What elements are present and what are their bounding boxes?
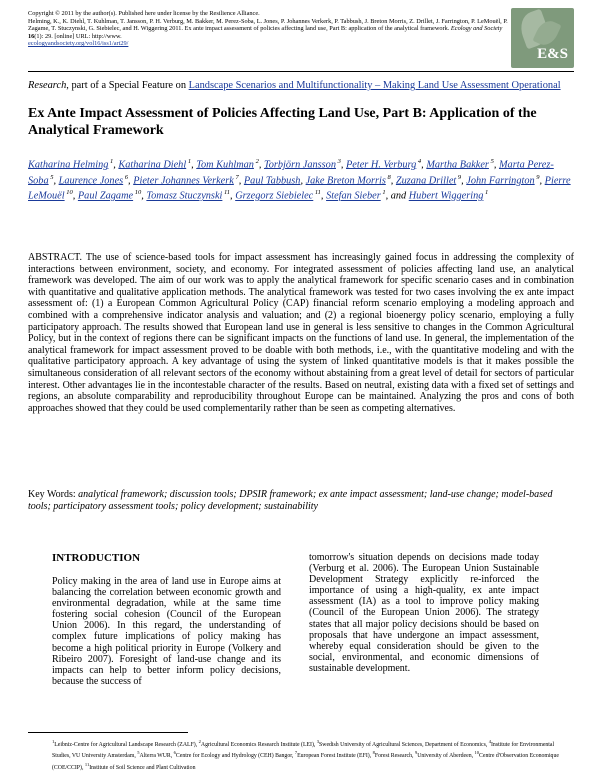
footnote-text: Leibniz-Centre for Agricultural Landscape Research (ZALF), bbox=[54, 741, 199, 748]
author-affiliation-number: 9 bbox=[456, 173, 462, 181]
keywords bbox=[28, 489, 574, 512]
author-name[interactable]: Stefan Sieber bbox=[326, 190, 381, 202]
author-name[interactable]: Pieter Johannes Verkerk bbox=[133, 175, 234, 187]
author-separator: , bbox=[141, 190, 147, 202]
article-title: Ex Ante Impact Assessment of Policies Affecting Land Use, Part B: Application of the Analytical Framework bbox=[28, 106, 537, 138]
author-separator: , bbox=[191, 159, 197, 171]
keywords-label: Key Words: bbox=[28, 489, 79, 500]
author-separator: , bbox=[128, 175, 134, 187]
citation-text: Helming, K., K. Diehl, T. Kuhlman, T. Jansson, P. H. Verburg, M. Bakker, M. Perez-Soba, L. Jones, P. Johannes Verkerk, P. Tabbush, J. Breton Morris, Z. Drillet, J. Farrington, P. LeMouël, P. Zagame, T. Stuczynski, G. Siebielec, and H. Wiggering 2011. Ex ante impact assessment of policies affecting land use, Part B: application of the analytical framework. bbox=[28, 17, 508, 33]
special-feature-line bbox=[28, 80, 574, 92]
author-separator: , bbox=[320, 190, 327, 202]
author-affiliation-number: 11 bbox=[222, 189, 231, 197]
article-type: Research bbox=[28, 80, 67, 91]
footnote-number: 4 bbox=[488, 739, 491, 744]
footnote-number: 6 bbox=[173, 750, 176, 756]
footnote-number: 10 bbox=[474, 750, 479, 756]
author-affiliation-number: 10 bbox=[133, 189, 142, 197]
footnote-divider bbox=[28, 732, 188, 733]
author-affiliation-number: 9 bbox=[534, 173, 540, 181]
author-name[interactable]: Grzegorz Siebielec bbox=[235, 190, 314, 202]
author-affiliation-number: 2 bbox=[253, 158, 259, 165]
author-affiliation-number: 5 bbox=[488, 158, 494, 165]
author-separator: , and bbox=[385, 190, 409, 202]
footnote-number: 2 bbox=[198, 739, 201, 744]
author-name[interactable]: Laurence Jones bbox=[58, 175, 124, 187]
author-name[interactable]: Tom Kuhlman bbox=[196, 159, 254, 171]
author-name[interactable]: Torbjörn Jansson bbox=[263, 159, 336, 171]
author-affiliation-number: 7 bbox=[233, 173, 239, 181]
author-affiliation-number: 5 bbox=[48, 173, 54, 181]
journal-volume: 16 bbox=[28, 32, 35, 40]
author-name[interactable]: Hubert Wiggering bbox=[408, 190, 484, 202]
author-separator: , bbox=[53, 175, 59, 187]
footnote-text: Alterra WUR, bbox=[139, 753, 174, 760]
author-affiliation-number: 1 bbox=[380, 189, 386, 197]
special-feature-link[interactable]: Landscape Scenarios and Multifunctionality – Making Land Use Assessment Operational bbox=[188, 80, 561, 91]
author-separator: , bbox=[461, 175, 467, 187]
author-name[interactable]: Peter H. Verburg bbox=[346, 159, 417, 171]
footnote-number: 7 bbox=[294, 750, 298, 756]
author-separator: , bbox=[230, 190, 236, 202]
author-separator: , bbox=[258, 159, 264, 171]
footnote-text: Centre d'Observation Economique (COE/CCIP), bbox=[52, 753, 559, 771]
author-affiliation-number: 1 bbox=[108, 158, 114, 165]
author-affiliation-number: 11 bbox=[313, 189, 321, 197]
author-name[interactable]: Paul Tabbush bbox=[243, 175, 301, 187]
footnote-text: Swedish University of Agricultural Sciences, Department of Economics, bbox=[319, 741, 489, 748]
author-separator: , bbox=[300, 175, 306, 187]
introduction-column-2: tomorrow's situation depends on decisions made today (Verburg et al. 2006). The European Union Sustainable Development Strategy explicitly re-inforced the importance of using a high-quality, ex ante impact assessment (IA) as a tool to improve policy making (Council of the European Union 2006). The strategy states that all major policy decisions should be based on proposals that have undergone an impact assessment, whereby equal consideration should be given to the social, environmental, and economic dimensions of sustainable development. bbox=[309, 552, 539, 674]
copyright-notice bbox=[28, 10, 508, 48]
author-affiliation-number: 4 bbox=[416, 158, 422, 165]
author-name[interactable]: Tomasz Stuczynski bbox=[146, 190, 223, 202]
author-separator: , bbox=[539, 175, 545, 187]
author-affiliation-number: 8 bbox=[385, 173, 391, 181]
header-divider bbox=[28, 71, 574, 72]
footnote-number: 9 bbox=[414, 750, 418, 756]
footnote-text: University of Aberdeen, bbox=[417, 753, 475, 760]
footnote-text: Institute for Environmental Studies, VU University Amsterdam, bbox=[52, 741, 555, 760]
author-name[interactable]: Paul Zagame bbox=[77, 190, 134, 202]
keywords-value: analytical framework; discussion tools; DPSIR framework; ex ante impact assessment; land-use change; model-based tools; participatory assessment tools; policy development; sustainability bbox=[28, 489, 553, 512]
author-affiliation-number: 1 bbox=[483, 189, 489, 197]
affiliation-footnotes bbox=[52, 738, 574, 772]
author-name[interactable]: Katharina Helming bbox=[28, 159, 109, 171]
author-list bbox=[28, 156, 574, 203]
author-separator: , bbox=[390, 175, 396, 187]
author-name[interactable]: Pierre LeMouël bbox=[28, 175, 571, 202]
author-affiliation-number: 3 bbox=[335, 158, 341, 165]
author-separator: , bbox=[72, 190, 78, 202]
logo-text: E&S bbox=[537, 46, 568, 62]
author-name[interactable]: Martha Bakker bbox=[426, 159, 489, 171]
footnote-text: European Forest Institute (EFI), bbox=[297, 753, 373, 760]
footnote-text: Forest Research, bbox=[374, 753, 415, 760]
series-prefix: , part of a Special Feature on bbox=[66, 80, 189, 91]
author-name[interactable]: Katharina Diehl bbox=[118, 159, 187, 171]
footnote-number: 5 bbox=[137, 750, 140, 756]
author-separator: , bbox=[421, 159, 427, 171]
footnote-number: 8 bbox=[372, 750, 375, 756]
footnote-text: Centre for Ecology and Hydrology (CEH) Bangor, bbox=[175, 753, 295, 760]
author-name[interactable]: John Farrington bbox=[466, 175, 535, 187]
author-affiliation-number: 6 bbox=[123, 173, 129, 181]
author-name[interactable]: Zuzana Drillet bbox=[395, 175, 457, 187]
citation-details: (1): 29. [online] URL: http://www. bbox=[34, 32, 122, 40]
author-separator: , bbox=[340, 159, 347, 171]
footnote-number: 1 bbox=[52, 739, 55, 744]
author-affiliation-number: 10 bbox=[64, 189, 73, 197]
footnote-text: Agricultural Economics Research Institute (LEI), bbox=[200, 741, 317, 748]
footnote-text: Institute of Soil Science and Plant Cultivation bbox=[89, 764, 196, 771]
author-separator: , bbox=[113, 159, 119, 171]
author-separator: , bbox=[238, 175, 244, 187]
introduction-column-1: Policy making in the area of land use in Europe aims at balancing the correlation between economic growth and environmental degradation, while at the same time fostering social cohesion (Council of the European Union 2006). In this regard, the understanding of complex future implications of policy making has become a high political priority in Europe (Volkery and Ribeiro 2007). Foresight of land-use change and its impacts can help to better inform policy decisions, because the success of bbox=[52, 576, 281, 687]
author-name[interactable]: Jake Breton Morris bbox=[305, 175, 386, 187]
author-name[interactable]: Marta Perez-Soba bbox=[28, 159, 554, 187]
journal-logo[interactable] bbox=[511, 8, 574, 68]
abstract: ABSTRACT. The use of science-based tools for impact assessment has increasingly gained focus in addressing the complexity of interactions between environment, society, and economy. For integrated assessment of policies affecting land use, an analytical framework was developed. The aim of our work was to apply the analytical framework for specific scenario cases and in combination with quantitative and qualitative application methods. The analytical framework was tested for two cases involving the ex ante impact assessment of: (1) a European Common Agricultural Policy (CAP) financial reform scenario employing a modeling approach and combined with a comprehensive indicator analysis and valuation; and (2) a regional bioenergy policy scenario, employing a fully participatory approach. The results showed that European land use in general is less sensitive to changes in the Common Agricultural Policy, but in the context of regions there can be significant impacts on the functions of land use. In general, the implementation of the analytical framework for impact assessment proved to be doable with both methods, i.e., with the quantitative modeling and with the qualitative participatory approach. A key advantage of using the system of linked quantitative models is that it makes possible the simultaneous consideration of all relevant sectors of the economy without abstaining from a great level of detail for sectors of particular interest. Other advantages lie in the incontestable character of the results. Based on neutral, existing data with a fixed set of settings and regions, an absolute comparability and reproducibility throughout Europe can be maintained. Analyzing the pros and cons of both approaches showed that they could be used complementarily rather than be seen as competing alternatives. bbox=[28, 252, 574, 414]
footnote-number: 11 bbox=[84, 761, 90, 767]
journal-name: Ecology and Society bbox=[450, 25, 503, 33]
article-url-link[interactable]: ecologyandsociety.org/vol16/iss1/art29/ bbox=[28, 40, 129, 48]
copyright-line: Copyright © 2011 by the author(s). Published here under license by the Resilience Alliance. bbox=[28, 10, 260, 17]
footnote-number: 3 bbox=[316, 739, 320, 744]
section-heading-introduction: INTRODUCTION bbox=[52, 552, 141, 564]
author-separator: , bbox=[493, 159, 499, 171]
author-affiliation-number: 1 bbox=[186, 158, 192, 165]
